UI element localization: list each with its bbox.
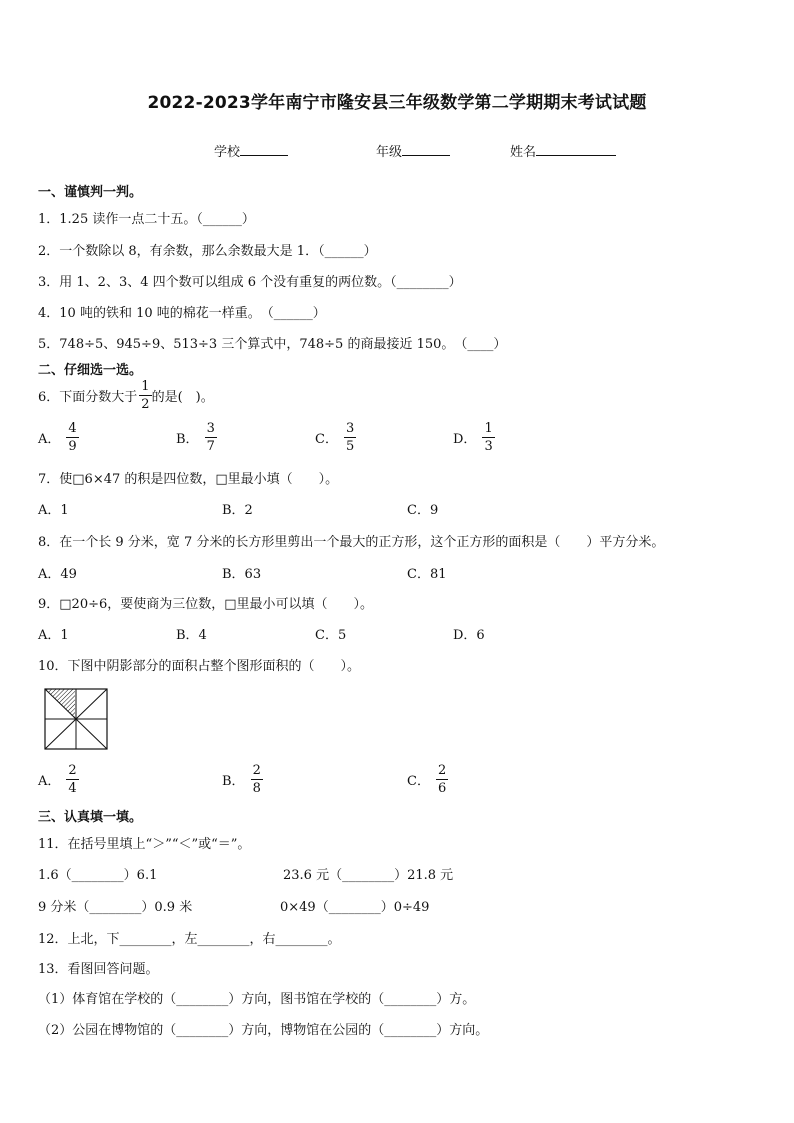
question-11: 11．在括号里填上“＞”“＜”或“＝”。 bbox=[38, 837, 251, 852]
school-label: 学校 bbox=[214, 145, 241, 160]
section-3-heading: 三、认真填一填。 bbox=[38, 810, 143, 825]
q7-option-c[interactable]: C．9 bbox=[407, 503, 439, 518]
question-13-part-1: （1）体育馆在学校的（________）方向，图书馆在学校的（________）方。 bbox=[38, 992, 476, 1007]
section-2-heading: 二、仔细选一选。 bbox=[38, 363, 143, 378]
question-13: 13．看图回答问题。 bbox=[38, 962, 159, 977]
q6-half-fraction: $\frac{1}{2}$ bbox=[141, 379, 150, 412]
q10-option-a-fraction: $\frac{2}{4}$ bbox=[68, 763, 77, 796]
q7-option-b[interactable]: B．2 bbox=[222, 503, 253, 518]
q8-option-c[interactable]: C．81 bbox=[407, 567, 447, 582]
question-9: 9．□20÷6，要使商为三位数，□里最小可以填（ ）。 bbox=[38, 597, 374, 612]
q6-option-c[interactable]: C． $\frac{3}{5}$ bbox=[315, 421, 355, 454]
q9-option-c[interactable]: C．5 bbox=[315, 628, 347, 643]
q10-option-b-fraction: $\frac{2}{8}$ bbox=[252, 763, 261, 796]
question-6 bbox=[38, 380, 214, 411]
q6-option-b[interactable]: B． $\frac{3}{7}$ bbox=[176, 421, 215, 454]
q6-option-b-fraction: $\frac{3}{7}$ bbox=[206, 421, 215, 454]
q6-prefix: 6．下面分数大于 bbox=[38, 390, 138, 405]
q6-option-c-fraction: $\frac{3}{5}$ bbox=[345, 421, 355, 454]
q9-option-d[interactable]: D．6 bbox=[453, 628, 485, 643]
q10-option-b[interactable]: B． $\frac{2}{8}$ bbox=[222, 763, 261, 796]
grade-blank[interactable] bbox=[402, 143, 450, 156]
q11-item-a: 1.6（________）6.1 bbox=[38, 868, 158, 883]
q10-shaded-square-figure bbox=[44, 688, 108, 750]
question-1: 1．1.25 读作一点二十五。（______） bbox=[38, 212, 255, 227]
q6-option-a-fraction: $\frac{4}{9}$ bbox=[68, 421, 77, 454]
question-2: 2．一个数除以 8，有余数，那么余数最大是 1．（______） bbox=[38, 244, 377, 259]
q10-option-a[interactable]: A． $\frac{2}{4}$ bbox=[38, 763, 77, 796]
q9-option-a[interactable]: A．1 bbox=[38, 628, 69, 643]
section-1-heading: 一、谨慎判一判。 bbox=[38, 185, 143, 200]
q8-option-b[interactable]: B．63 bbox=[222, 567, 262, 582]
q10-option-c[interactable]: C． $\frac{2}{6}$ bbox=[407, 763, 447, 796]
name-blank[interactable] bbox=[536, 143, 616, 156]
name-field[interactable] bbox=[510, 141, 616, 160]
question-10: 10．下图中阴影部分的面积占整个图形面积的（ ）。 bbox=[38, 659, 361, 674]
school-blank[interactable] bbox=[240, 143, 288, 156]
q6-option-d[interactable]: D． $\frac{1}{3}$ bbox=[453, 421, 493, 454]
grade-field[interactable] bbox=[376, 141, 450, 160]
question-13-part-2: （2）公园在博物馆的（________）方向，博物馆在公园的（________）方向。 bbox=[38, 1023, 489, 1038]
q9-option-b[interactable]: B．4 bbox=[176, 628, 207, 643]
q6-suffix: 的是( )。 bbox=[151, 390, 214, 405]
question-4: 4．10 吨的铁和 10 吨的棉花一样重。 （______） bbox=[38, 306, 326, 321]
page-title: 2022-2023学年南宁市隆安县三年级数学第二学期期末考试试题 bbox=[147, 93, 647, 113]
question-5: 5．748÷5、945÷9、513÷3 三个算式中，748÷5 的商最接近 150。 （____） bbox=[38, 337, 507, 352]
question-12: 12．上北，下________，左________，右________。 bbox=[38, 932, 341, 947]
grade-label: 年级 bbox=[376, 145, 403, 160]
q10-option-c-fraction: $\frac{2}{6}$ bbox=[437, 763, 447, 796]
question-8: 8．在一个长 9 分米，宽 7 分米的长方形里剪出一个最大的正方形，这个正方形的面积是（ ）平方分米。 bbox=[38, 535, 665, 550]
name-label: 姓名 bbox=[510, 145, 537, 160]
school-field[interactable] bbox=[214, 141, 288, 160]
q11-item-d: 0×49（________）0÷49 bbox=[280, 900, 430, 915]
q8-option-a[interactable]: A．49 bbox=[38, 567, 77, 582]
q6-option-a[interactable]: A． $\frac{4}{9}$ bbox=[38, 421, 77, 454]
question-3: 3．用 1、2、3、4 四个数可以组成 6 个没有重复的两位数。（________） bbox=[38, 275, 462, 290]
q7-option-a[interactable]: A．1 bbox=[38, 503, 69, 518]
q11-item-c: 9 分米（________）0.9 米 bbox=[38, 900, 193, 915]
q6-option-d-fraction: $\frac{1}{3}$ bbox=[484, 421, 493, 454]
question-7: 7．使□6×47 的积是四位数，□里最小填（ ）。 bbox=[38, 472, 339, 487]
q11-item-b: 23.6 元（________）21.8 元 bbox=[283, 868, 454, 883]
